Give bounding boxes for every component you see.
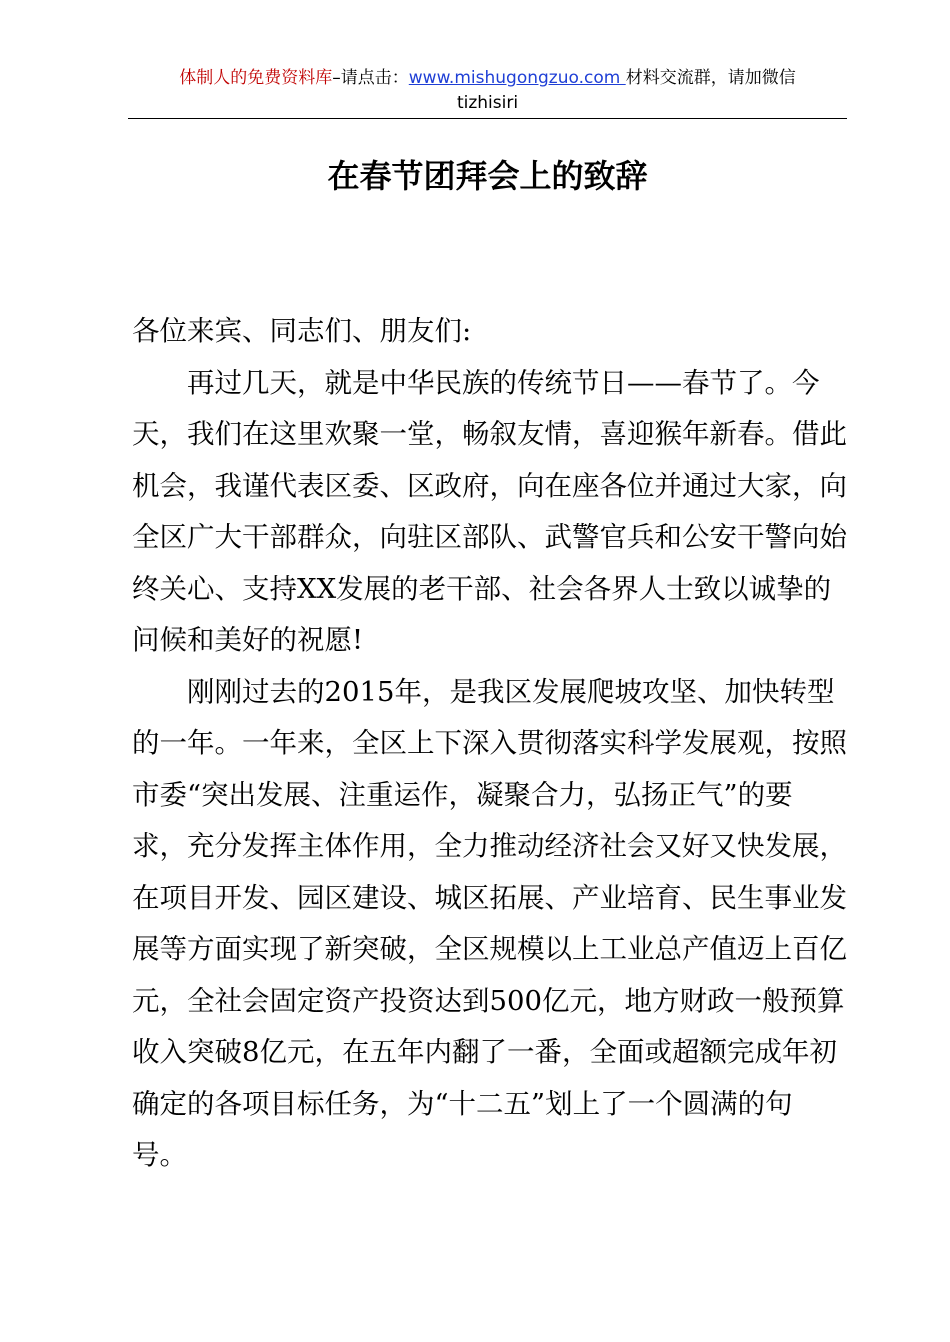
- header-tail: 材料交流群，请加微信: [625, 68, 796, 88]
- header-brand: 体制人的免费资料库: [179, 68, 333, 88]
- header-website-link[interactable]: www.mishugongzuo.com: [408, 68, 626, 88]
- page-header: [128, 66, 847, 116]
- body-paragraph: 刚刚过去的2015年，是我区发展爬坡攻坚、加快转型的一年。一年来，全区上下深入贯彻落实科学发展观，按照市委“突出发展、注重运作，凝聚合力，弘扬正气”的要求，充分发挥主体作用，全力推动经济社会又好又快发展，在项目开发、园区建设、城区拓展、产业培育、民生事业发展等方面实现了新突破，全区规模以上工业总产值迈上百亿元，全社会固定资产投资达到500亿元，地方财政一般预算收入突破8亿元，在五年内翻了一番，全面或超额完成年初确定的各项目标任务，为“十二五”划上了一个圆满的句号。: [132, 675, 847, 1171]
- header-wechat-id: tizhisiri: [456, 93, 519, 113]
- document-title: 在春节团拜会上的致辞: [327, 157, 648, 195]
- header-prompt: –请点击：: [332, 68, 409, 88]
- salutation: 各位来宾、同志们、朋友们:: [132, 315, 472, 347]
- body-paragraph: 再过几天，就是中华民族的传统节日——春节了。今天，我们在这里欢聚一堂，畅叙友情，喜迎猴年新春。借此机会，我谨代表区委、区政府，向在座各位并通过大家，向全区广大干部群众，向驻区部队、武警官兵和公安干警向始终关心、支持XX发展的老干部、社会各界人士致以诚挚的问候和美好的祝愿!: [132, 366, 847, 656]
- header-divider: [128, 118, 847, 119]
- document-body: [132, 306, 847, 1182]
